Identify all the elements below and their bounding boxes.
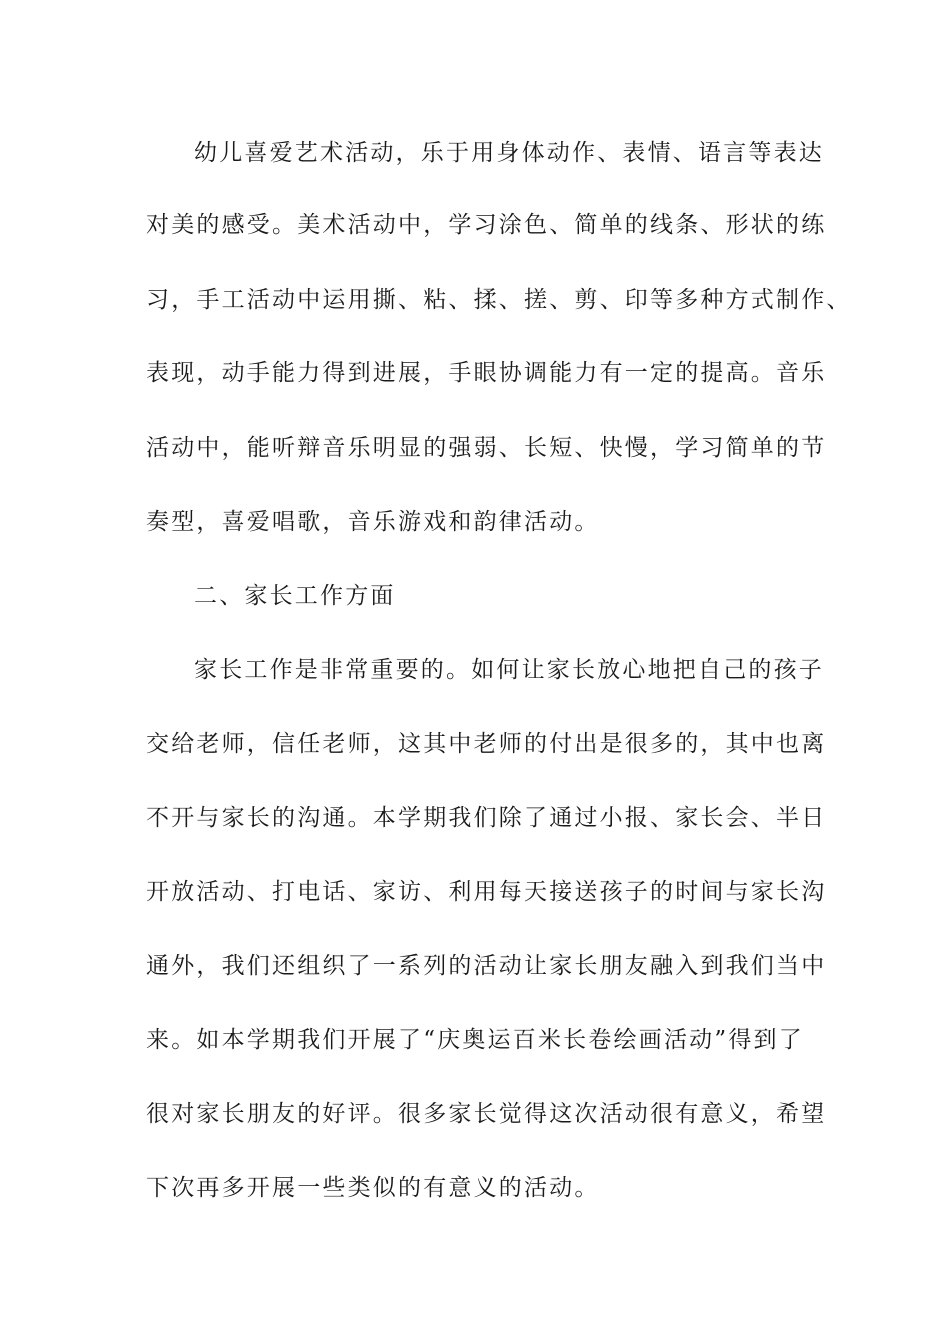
paragraph-line: 下次再多开展一些类似的有意义的活动。	[146, 1175, 600, 1201]
paragraph-line: 奏型，喜爱唱歌，音乐游戏和韵律活动。	[146, 509, 600, 535]
paragraph-line: 幼儿喜爱艺术活动，乐于用身体动作、表情、语言等表达	[194, 140, 824, 166]
paragraph-line: 习，手工活动中运用撕、粘、揉、搓、剪、印等多种方式制作、	[146, 287, 852, 313]
paragraph-line: 开放活动、打电话、家访、利用每天接送孩子的时间与家长沟	[146, 879, 827, 905]
paragraph-line: 来。如本学期我们开展了“庆奥运百米长卷绘画活动”得到了	[146, 1027, 804, 1053]
section-heading: 二、家长工作方面	[194, 583, 396, 609]
paragraph-line: 很对家长朋友的好评。很多家长觉得这次活动很有意义，希望	[146, 1101, 827, 1127]
paragraph-line: 通外，我们还组织了一系列的活动让家长朋友融入到我们当中	[146, 953, 827, 979]
paragraph-line: 交给老师，信任老师，这其中老师的付出是很多的，其中也离	[146, 731, 827, 757]
paragraph-line: 家长工作是非常重要的。如何让家长放心地把自己的孩子	[194, 657, 824, 683]
paragraph-line: 活动中，能听辩音乐明显的强弱、长短、快慢，学习简单的节	[146, 435, 827, 461]
paragraph-line: 不开与家长的沟通。本学期我们除了通过小报、家长会、半日	[146, 805, 827, 831]
paragraph-line: 表现，动手能力得到进展，手眼协调能力有一定的提高。音乐	[146, 360, 827, 386]
paragraph-line: 对美的感受。美术活动中，学习涂色、简单的线条、形状的练	[146, 212, 827, 238]
